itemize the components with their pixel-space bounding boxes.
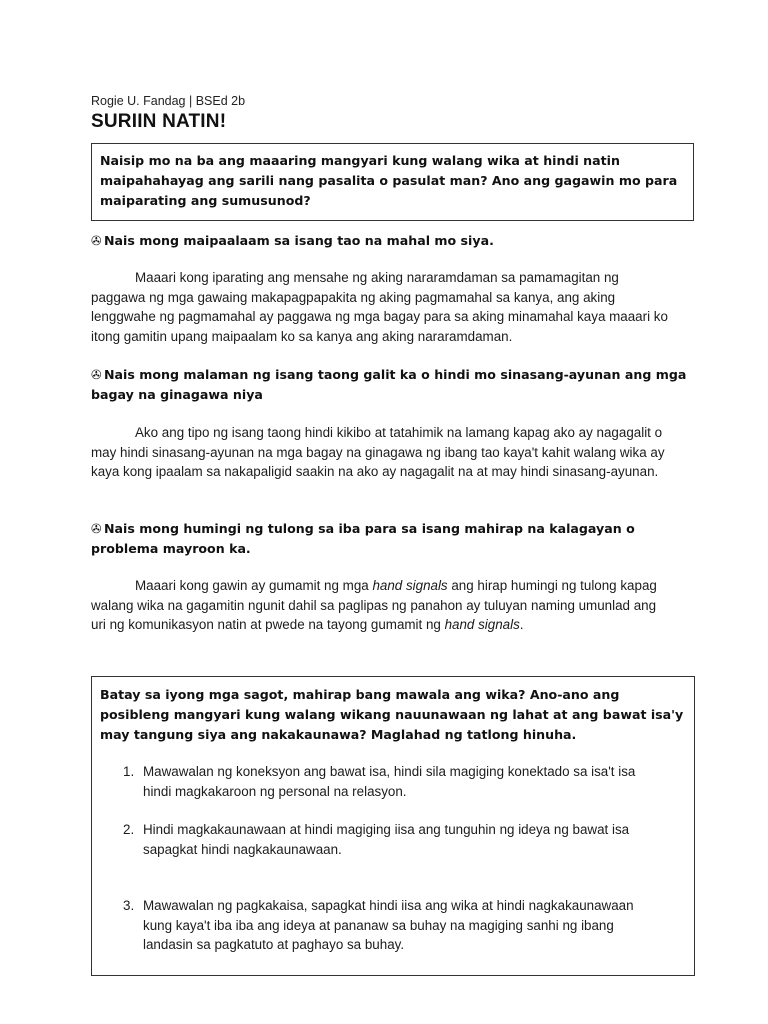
answer-3-part-c: .: [519, 617, 524, 632]
answer-3-emphasis-1: hand signals: [372, 578, 448, 593]
prompt-box: [91, 143, 694, 221]
question-3-text: Nais mong humingi ng tulong sa iba para sa isang mahirap na kalagayan o problema mayroon ka.: [91, 521, 635, 556]
answer-3-part-a: Maaari kong gawin ay gumamit ng mga: [135, 578, 373, 593]
prompt-text: Naisip mo na ba ang maaaring mangyari kung walang wika at hindi natin maipahahayag ang sarili nang pasalita o pasulat man? Ano ang gagawin mo para maiparating ang sumusunod?: [100, 153, 678, 208]
list-item-number: 1.: [123, 764, 135, 779]
list-item: [123, 762, 663, 801]
summary-box: [91, 676, 695, 976]
author-line: Rogie U. Fandag | BSEd 2b: [91, 94, 246, 108]
answer-2: [91, 423, 671, 482]
bullet-icon: ✇: [91, 233, 102, 248]
question-1-text: Nais mong maipaalaam sa isang tao na mahal mo siya.: [104, 233, 494, 248]
answer-1: [91, 268, 671, 346]
list-item-number: 3.: [123, 898, 135, 913]
answer-3-part-b: ang hirap humingi ng tulong kapag walang wika na gagamitin ngunit dahil sa paglipas ng panahon ay tuluyan naming umunlad ang uri ng komunikasyon natin at pwede na tayong gumamit ng: [91, 578, 657, 632]
bullet-icon: ✇: [91, 521, 102, 536]
list-item: [123, 896, 663, 955]
answer-1-text: Maaari kong iparating ang mensahe ng aking nararamdaman sa pamamagitan ng paggawa ng mga gawaing makapagpapakita ng aking pagmamahal sa kanya, ang aking lenggwahe ng pagmamahal ay paggawa ng mga bagay para sa aking minamahal kaya maaari ko itong gamitin upang maipaalam ko sa kanya ang aking nararamdaman.: [91, 270, 668, 344]
list-item-number: 2.: [123, 822, 135, 837]
page-title: SURIIN NATIN!: [91, 111, 227, 132]
question-2: [91, 365, 691, 405]
question-3: [91, 519, 691, 559]
answer-3: [91, 576, 671, 635]
list-item-text: Mawawalan ng koneksyon ang bawat isa, hindi sila magiging konektado sa isa't isa hindi magkakaroon ng personal na relasyon.: [143, 764, 636, 799]
list-item-text: Hindi magkakaunawaan at hindi magiging iisa ang tunguhin ng ideya ng bawat isa sapagkat hindi nagkakaunawaan.: [143, 822, 630, 857]
question-2-text: Nais mong malaman ng isang taong galit ka o hindi mo sinasang-ayunan ang mga bagay na ginagawa niya: [91, 367, 687, 402]
list-item-text: Mawawalan ng pagkakaisa, sapagkat hindi iisa ang wika at hindi nagkakaunawaan kung kaya't iba iba ang ideya at pananaw sa buhay na magiging sanhi ng ibang landasin sa pagkatuto at paghayo sa buhay.: [143, 898, 634, 952]
answer-2-text: Ako ang tipo ng isang taong hindi kikibo at tatahimik na lamang kapag ako ay nagagalit o may hindi sinasang-ayunan na mga bagay na ginagawa ng ibang tao kaya't kahit walang wika ay kaya kong ipaalam sa nakapaligid saakin na ako ay nagagalit na at may hindi sinasang-ayunan.: [91, 425, 665, 479]
question-1: [91, 231, 691, 251]
list-item: [123, 820, 663, 859]
answer-3-emphasis-2: hand signals: [444, 617, 520, 632]
summary-question: Batay sa iyong mga sagot, mahirap bang mawala ang wika? Ano-ano ang posibleng mangyari kung walang wikang nauunawaan ng lahat at ang bawat isa'y may tangung siya ang nakakaunawa? Maglahad ng tatlong hinuha.: [100, 687, 684, 742]
bullet-icon: ✇: [91, 367, 102, 382]
